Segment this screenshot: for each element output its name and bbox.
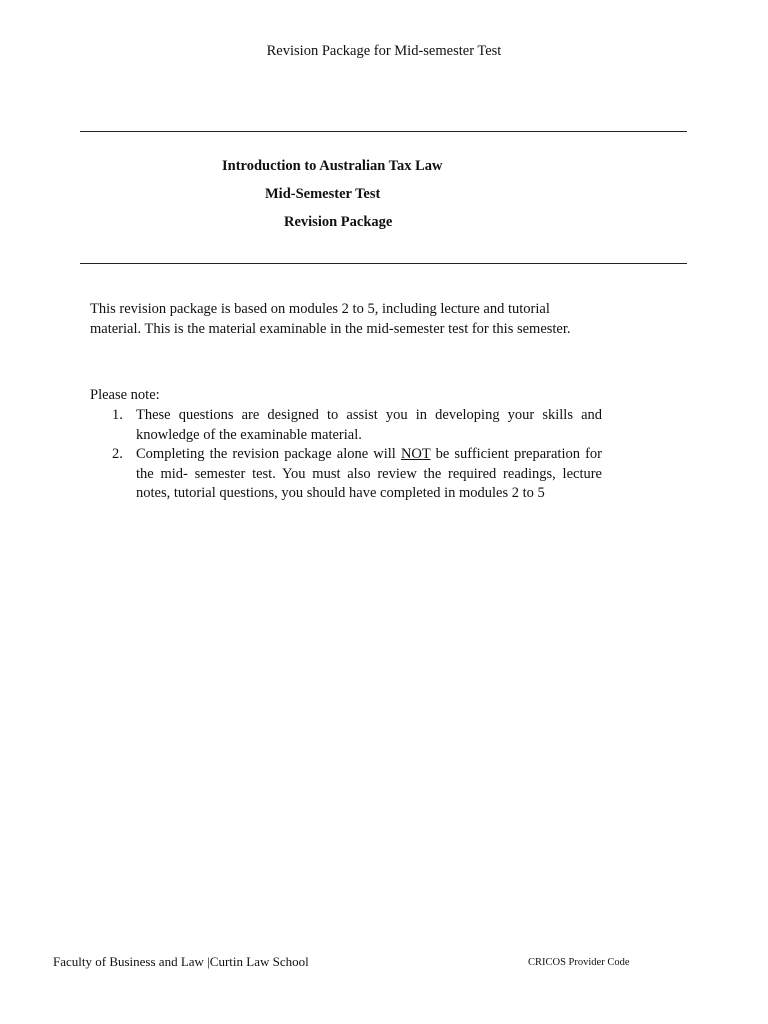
list-text-after: be sufficient preparation for the mid- semester test. You must also review the required readings, lecture notes, tutorial questions, you should have completed in modules 2 to 5: [136, 446, 602, 501]
list-text-before: Completing the revision package alone will: [136, 446, 401, 462]
document-title: Revision Package: [284, 214, 393, 230]
list-number: 1.: [112, 407, 123, 423]
course-title: Introduction to Australian Tax Law: [222, 158, 443, 174]
running-header: Revision Package for Mid-semester Test: [266, 43, 502, 59]
bottom-divider: [80, 263, 687, 264]
note-label: Please note:: [90, 387, 160, 403]
top-divider: [80, 131, 687, 132]
emphasis-not: NOT: [400, 446, 431, 462]
notes-list: [112, 406, 602, 504]
list-item: [112, 406, 602, 445]
footer-cricos: CRICOS Provider Code: [528, 957, 630, 968]
list-text: [136, 446, 602, 501]
list-number: 2.: [112, 446, 123, 462]
assessment-title: Mid-Semester Test: [265, 186, 381, 202]
list-text: These questions are designed to assist you in developing your skills and knowledge of the examinable material.: [136, 407, 602, 443]
footer-faculty: Faculty of Business and Law |Curtin Law School: [53, 954, 309, 969]
intro-paragraph: This revision package is based on modules 2 to 5, including lecture and tutorial material. This is the material examinable in the mid-semester test for this semester.: [90, 301, 571, 337]
list-item: [112, 445, 602, 504]
